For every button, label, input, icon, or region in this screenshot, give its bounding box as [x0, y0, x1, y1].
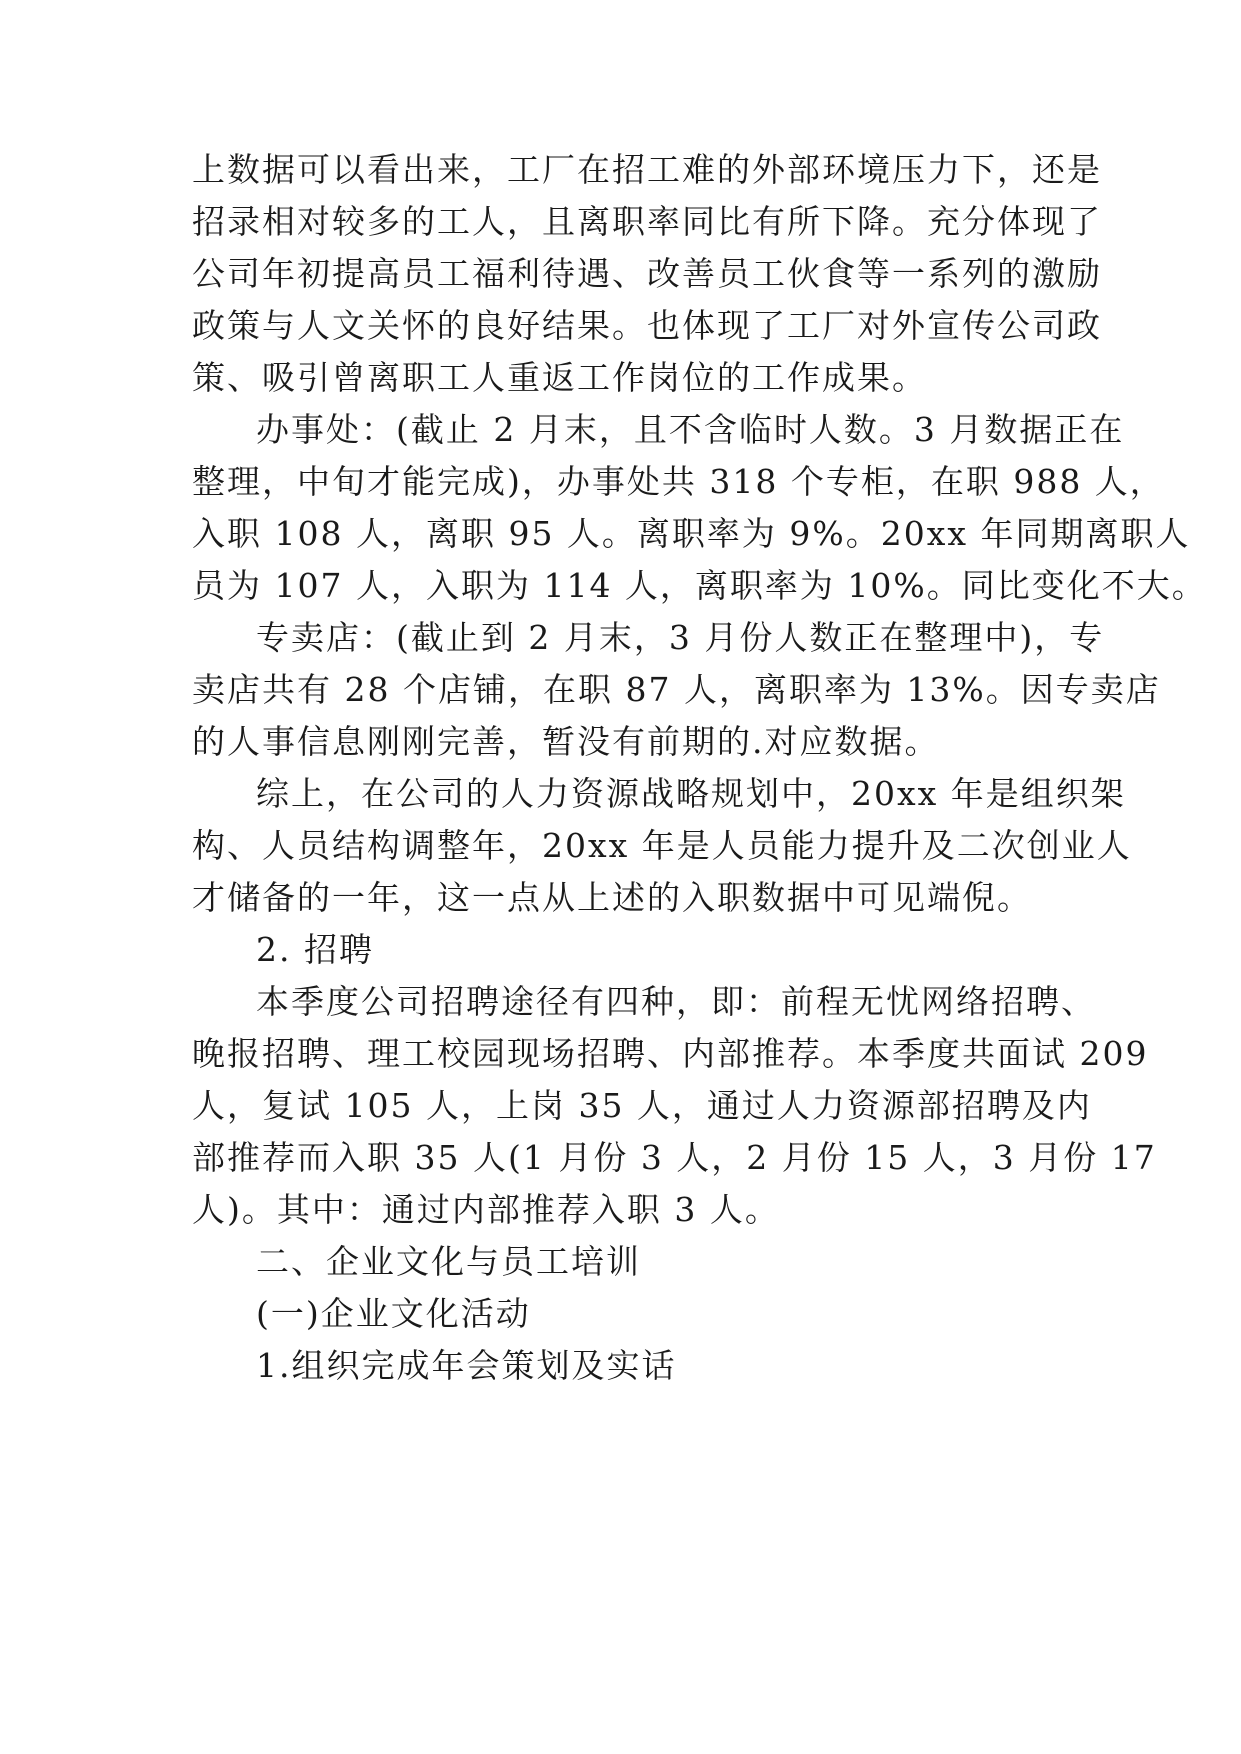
paragraph-summary: 综上，在公司的人力资源战略规划中，20xx 年是组织架	[256, 774, 1126, 813]
text-line: 入职 108 人，离职 95 人。离职率为 9%。20xx 年同期离职人	[192, 514, 1191, 553]
list-item-heading: 1.组织完成年会策划及实话	[256, 1346, 677, 1385]
text-line: 上数据可以看出来，工厂在招工难的外部环境压力下，还是	[192, 150, 1102, 189]
text-line: 才储备的一年，这一点从上述的入职数据中可见端倪。	[192, 878, 1032, 917]
text-line: 政策与人文关怀的良好结果。也体现了工厂对外宣传公司政	[192, 306, 1102, 345]
text-line: 的人事信息刚刚完善，暂没有前期的.对应数据。	[192, 722, 940, 761]
text-line: 员为 107 人，入职为 114 人，离职率为 10%。同比变化不大。	[192, 566, 1207, 605]
paragraph-recruitment: 本季度公司招聘途径有四种，即：前程无忧网络招聘、	[256, 982, 1096, 1021]
text-line: 人)。其中：通过内部推荐入职 3 人。	[192, 1190, 780, 1229]
text-line: 卖店共有 28 个店铺，在职 87 人，离职率为 13%。因专卖店	[192, 670, 1161, 709]
text-line: 构、人员结构调整年，20xx 年是人员能力提升及二次创业人	[192, 826, 1132, 865]
subsection-heading: (一)企业文化活动	[256, 1294, 531, 1333]
text-line: 整理，中旬才能完成)，办事处共 318 个专柜，在职 988 人，	[192, 462, 1165, 501]
text-line: 公司年初提高员工福利待遇、改善员工伙食等一系列的激励	[192, 254, 1102, 293]
text-line: 人，复试 105 人，上岗 35 人，通过人力资源部招聘及内	[192, 1086, 1092, 1125]
text-line: 部推荐而入职 35 人(1 月份 3 人，2 月份 15 人，3 月份 17	[192, 1138, 1157, 1177]
section-heading-recruitment: 2. 招聘	[256, 930, 374, 969]
paragraph-store: 专卖店：(截止到 2 月末，3 月份人数正在整理中)，专	[256, 618, 1105, 657]
text-line: 招录相对较多的工人，且离职率同比有所下降。充分体现了	[192, 202, 1102, 241]
section-heading-culture: 二、企业文化与员工培训	[256, 1242, 641, 1281]
paragraph-office: 办事处：(截止 2 月末，且不含临时人数。3 月数据正在	[256, 410, 1125, 449]
text-line: 晚报招聘、理工校园现场招聘、内部推荐。本季度共面试 209	[192, 1034, 1149, 1073]
text-line: 策、吸引曾离职工人重返工作岗位的工作成果。	[192, 358, 927, 397]
